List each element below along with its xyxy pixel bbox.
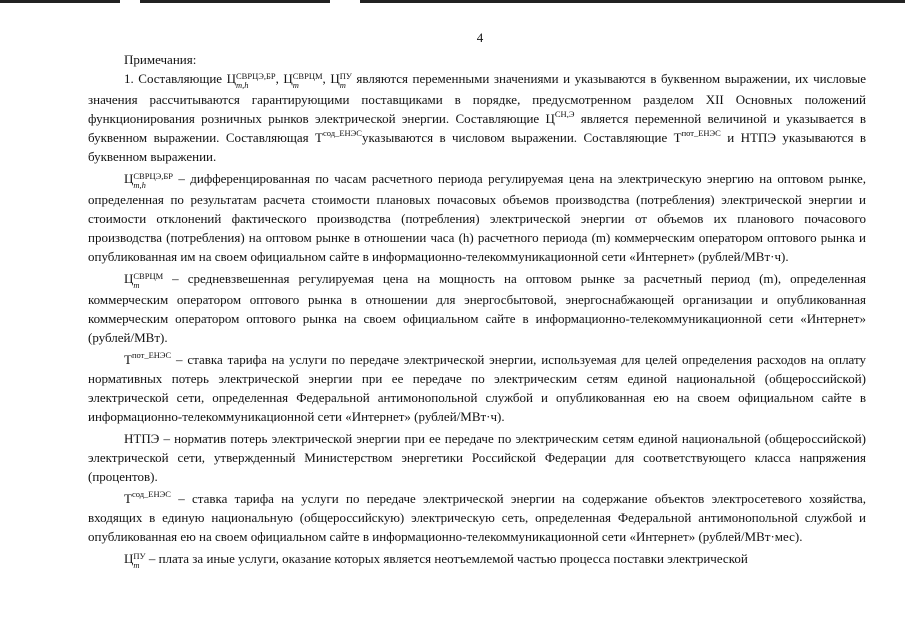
symbol-t-pot-enes: $Т^{пот\_ЕНЭС}$ bbox=[673, 128, 721, 145]
definition-c-pu: Ц ПУ m – плата за иные услуги, оказание которых является неотъемлемой частью процесса поставки электрической bbox=[124, 551, 748, 570]
scan-top-edge bbox=[0, 0, 905, 3]
document-body bbox=[88, 50, 866, 570]
symbol-t-sod-enes: $Т^{сод\_ЕНЭС}$ bbox=[315, 128, 362, 145]
definition-t-sod-enes: $Т^{сод\_ЕНЭС}$ – ставка тарифа на услуги по передаче электрической энергии на содержание объектов электросетевого хозяйства, входящих в единую национальную (общероссийскую) электрическую сеть, определенная Федеральной антимонопольной службой и опубликованная ею на своем официальном сайте в информационно-телекоммуникационной сети «Интернет» (рублей/МВт·мес). bbox=[88, 489, 866, 544]
symbol-c-svrce-br: Ц СВРЦЭ,БР m,h bbox=[226, 71, 276, 90]
symbol-c-svrce-br: Ц СВРЦЭ,БР m,h bbox=[124, 171, 173, 190]
symbol-c-pu: Ц ПУ m bbox=[124, 551, 146, 570]
symbol-c-svrcm: Ц СВРЦМ m bbox=[124, 271, 164, 290]
definition-c-svrce-br: Ц СВРЦЭ,БР m,h – дифференцированная по часам расчетного периода регулируемая цена на электрическую энергию на оптовом рынке, определенная по результатам расчета стоимости плановых почасовых объемов производства (потребления) электрической энергии и стоимости отклонений фактического производства (потребления) электрической энергии от объемов их планового почасового производства (потребления) на оптовом рынке в отношении часа (h) расчетного периода (m) коммерческим оператором оптового рынка и опубликованная им на своем официальном сайте в информационно-телекоммуникационной сети «Интернет» (рублей/МВт·ч). bbox=[88, 171, 866, 264]
symbol-c-pu: Ц ПУ m bbox=[330, 71, 352, 90]
note-1-paragraph: 1. Составляющие Ц СВРЦЭ,БР m,h , Ц СВРЦМ m , Ц ПУ m являются переменными значениями и указываются в буквенном выражении, их числовые значения рассчитываются гарантирующими поставщиками в порядке, предусмотренном разделом XII Основных положений функционирования розничных рынков электрической энергии. Составляющие $Ц^{СН,Э}$ является переменной величиной и указывается в буквенном выражении. Составляющая $Т^{сод\_ЕНЭС}указываются$ в числовом выражении. Составляющие $Т^{пот\_ЕНЭС}$ и НТПЭ указываются в буквенном выражении. bbox=[88, 71, 866, 164]
definition-ntpe: НТПЭ – норматив потерь электрической энергии при ее передаче по электрическим сетям единой национальной (общероссийской) электрической сети, утвержденный Министерством энергетики Российской Федерации для соответствующего класса напряжения (процентов). bbox=[88, 431, 866, 484]
symbol-t-pot-enes: $Т^{пот\_ЕНЭС}$ bbox=[124, 350, 172, 367]
symbol-t-sod-enes: $Т^{сод\_ЕНЭС}$ bbox=[124, 489, 171, 506]
definition-t-pot-enes: $Т^{пот\_ЕНЭС}$ – ставка тарифа на услуги по передаче электрической энергии, используемая для целей определения расходов на оплату нормативных потерь электрической энергии при ее передаче по электрическим сетям единой национальной (общероссийской) электрической сети, определенная Федеральной антимонопольной службой и опубликованная ею на своем официальном сайте в информационно-телекоммуникационной сети «Интернет» (рублей/МВт·ч). bbox=[88, 350, 866, 424]
symbol-c-svrcm: Ц СВРЦМ m bbox=[283, 71, 323, 90]
symbol-c-sn-e: $Ц^{СН,Э}$ bbox=[545, 109, 575, 126]
page-number: 4 bbox=[476, 30, 484, 45]
definition-c-svrcm: Ц СВРЦМ m – средневзвешенная регулируемая цена на мощность на оптовом рынке за расчетный период (m), определенная коммерческим оператором оптового рынка в отношении для энергосбытовой, энергоснабжающей организации и опубликованная коммерческим оператором оптового рынка на своем официальном сайте в информационно-телекоммуникационной сети «Интернет» (рублей/МВт). bbox=[88, 271, 866, 345]
notes-title: Примечания: bbox=[124, 52, 197, 67]
